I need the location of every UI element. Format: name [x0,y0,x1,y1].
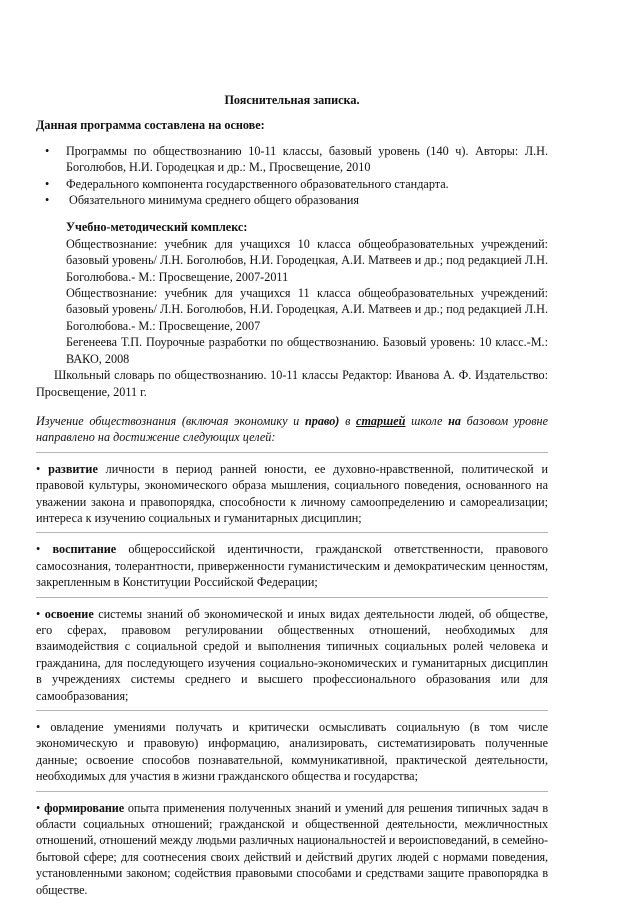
teaching-complex [36,219,548,367]
divider [36,710,548,711]
goal-paragraph [36,800,548,898]
goal-paragraph [36,541,548,590]
goal-keyword: формирование [44,800,125,815]
teaching-complex-item: Бегенеева Т.П. Поурочные разработки по обществознанию. Базовый уровень: 10 класс.-М.: ВАКО, 2008 [66,335,548,366]
bullet-icon: • [36,606,45,621]
lead-text: Данная программа составлена на основе: [36,118,265,133]
goal-text: опыта применения полученных знаний и умений для решения типичных задач в области социальных отношений; гражданской и общественной деятельности, межличностных отношений, отношений между людьми различных национальностей и вероисповеданий, в семейно-бытовой сфере; для соотнесения своих действий и действий других людей с нормами поведения, установленными законом; содействия правовыми способами и средствами защите правопорядка в обществе. [36,800,548,897]
goal-keyword: воспитание [52,542,117,557]
bullet-icon: • [45,143,50,158]
divider [36,791,548,792]
list-item [45,143,548,176]
dictionary-reference: Школьный словарь по обществознанию. 10-11 классы Редактор: Иванова А. Ф. Издательство: Просвещение, 2011 г. [36,368,548,399]
goal-text: общероссийской идентичности, гражданской ответственности, правового самосознания, толерантности, приверженности гуманистическим и демократическим ценностям, закрепленным в Конституции Российской Федерации; [36,542,548,590]
goal-text: овладение умениями получать и критически осмысливать социальную (в том числе экономическую и правовую) информацию, анализировать, систематизировать полученные данные; освоение способов познавательной, коммуникативной, практической деятельности, необходимых для участия в жизни гражданского общества и государства; [36,720,548,784]
bullet-icon: • [36,542,53,557]
goals-intro [36,413,548,446]
teaching-complex-item: Обществознание: учебник для учащихся 11 класса общеобразовательных учреждений: базовый уровень/ Л.Н. Боголюбов, Н.И. Городецкая, А.И. Матвеев и др.; под редакцией Л.Н. Боголюбова.- М.: Просвещение, 2007 [66,286,548,333]
teaching-complex-heading: Учебно-методический комплекс: [66,220,248,235]
list-item [45,192,548,208]
goals-intro-text: базовом уровне направлено на достижение следующих целей: [36,413,548,445]
goal-keyword: освоение [44,606,94,621]
goals-intro-emphasis: на [448,413,461,428]
source-text: Обязательного минимума среднего общего образования [66,193,360,208]
sources-list [36,143,548,209]
goals-intro-emphasis: старшей [356,413,406,428]
goals-intro-text: школе [405,413,449,428]
goal-text: системы знаний об экономической и иных видах деятельности людей, об обществе, его сферах, правовом регулировании общественных отношений, необходимых для взаимодействия с социальной средой и выполнения типичных социальных ролей человека и гражданина, для последующего изучения социально-экономических и гуманитарных дисциплин в учреждениях системы среднего и высшего профессионального образования или для самообразования; [36,606,548,703]
goals-intro-emphasis: право) [304,413,340,428]
goal-paragraph [36,606,548,704]
teaching-complex-item: Обществознание: учебник для учащихся 10 класса общеобразовательных учреждений: базовый уровень/ Л.Н. Боголюбов, Н.И. Городецкая, А.И. Матвеев и др.; под редакцией Л.Н. Боголюбова.- М.: Просвещение, 2007-2011 [66,236,548,284]
page-title: Пояснительная записка. [224,93,360,107]
goal-keyword: развитие [48,461,98,476]
list-item [45,176,548,192]
source-text: Федерального компонента государственного образовательного стандарта. [66,176,449,191]
source-text: Программы по обществознанию 10-11 классы, базовый уровень (140 ч). Авторы: Л.Н. Боголюбов, Н.И. Городецкая и др.: М., Просвещение, 2010 [66,143,548,175]
bullet-icon: • [45,176,50,191]
goal-text: личности в период ранней юности, ее духовно-нравственной, политической и правовой культуры, экономического образа мышления, социального поведения, основанного на уважении закона и правопорядка, способности к личному самоопределению и самореализации; интереса к изучению социальных и гуманитарных дисциплин; [36,461,548,525]
goals-intro-text: Изучение обществознания (включая экономику и [36,413,305,428]
bullet-icon: • [36,720,51,734]
bullet-icon: • [36,800,45,815]
divider [36,452,548,453]
goal-paragraph [36,719,548,785]
divider [36,597,548,598]
bullet-icon: • [45,193,50,208]
divider [36,532,548,533]
goals-intro-text: в [339,413,357,428]
goal-paragraph [36,461,548,527]
bullet-icon: • [36,461,49,476]
